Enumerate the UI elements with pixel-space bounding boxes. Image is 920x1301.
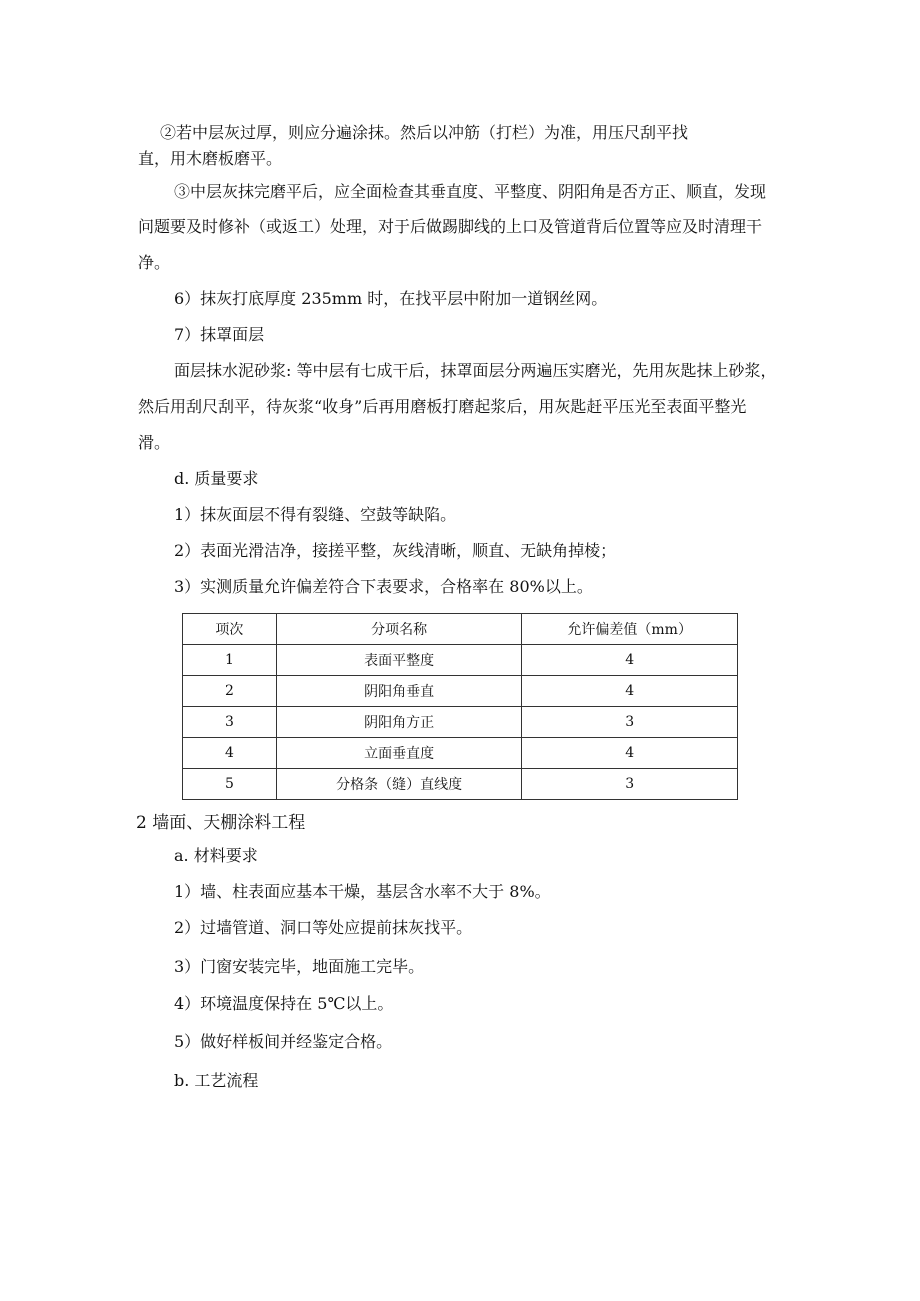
table-row [183, 707, 738, 738]
table-cell: 3 [183, 707, 277, 738]
table-header-cell: 分项名称 [276, 614, 522, 645]
list-item: 1）抹灰面层不得有裂缝、空鼓等缺陷。 [174, 505, 457, 524]
table-cell: 表面平整度 [276, 645, 522, 676]
table-cell: 1 [183, 645, 277, 676]
tolerance-table [182, 613, 738, 800]
table-cell: 4 [522, 645, 738, 676]
table-row [183, 738, 738, 769]
table-cell: 2 [183, 676, 277, 707]
list-item: 1）墙、柱表面应基本干燥，基层含水率不大于 8%。 [174, 882, 551, 901]
table-cell: 4 [522, 738, 738, 769]
paragraph-line: 面层抹水泥砂浆: 等中层有七成干后，抹罩面层分两遍压实磨光，先用灰匙抹上砂浆， [174, 361, 777, 380]
table-cell: 5 [183, 769, 277, 800]
list-item: 3）门窗安装完毕，地面施工完毕。 [174, 957, 425, 976]
table-cell: 立面垂直度 [276, 738, 522, 769]
table-cell: 阴阳角方正 [276, 707, 522, 738]
table-cell: 3 [522, 769, 738, 800]
subheading-process: b. 工艺流程 [174, 1071, 259, 1090]
paragraph-line: 净。 [138, 253, 171, 272]
list-item: 3）实测质量允许偏差符合下表要求，合格率在 80%以上。 [174, 577, 593, 596]
table-row [183, 769, 738, 800]
table-header-cell: 项次 [183, 614, 277, 645]
table-cell: 4 [522, 676, 738, 707]
table-cell: 3 [522, 707, 738, 738]
paragraph-line: ③中层灰抹完磨平后，应全面检查其垂直度、平整度、阴阳角是否方正、顺直，发现 [174, 182, 767, 201]
paragraph-line: ②若中层灰过厚，则应分遍涂抹。然后以冲筋（打栏）为准，用压尺刮平找 [160, 123, 689, 142]
paragraph-line: 问题要及时修补（或返工）处理，对于后做踢脚线的上口及管道背后位置等应及时清理干 [138, 217, 763, 236]
list-item: 4）环境温度保持在 5℃以上。 [174, 994, 394, 1013]
paragraph-line: 滑。 [138, 433, 171, 452]
paragraph-line: 直，用木磨板磨平。 [138, 149, 283, 168]
paragraph-line: 然后用刮尺刮平，待灰浆“收身”后再用磨板打磨起浆后，用灰匙赶平压光至表面平整光 [138, 397, 747, 416]
table-cell: 阴阳角垂直 [276, 676, 522, 707]
table-cell: 分格条（缝）直线度 [276, 769, 522, 800]
table-cell: 4 [183, 738, 277, 769]
table-row [183, 676, 738, 707]
table-row [183, 645, 738, 676]
list-item: 5）做好样板间并经鉴定合格。 [174, 1032, 393, 1051]
subheading-materials: a. 材料要求 [174, 846, 258, 865]
table-header-cell: 允许偏差值（mm） [522, 614, 738, 645]
subheading-quality: d. 质量要求 [174, 469, 259, 488]
list-item: 2）表面光滑洁净，接搓平整，灰线清晰，顺直、无缺角掉棱； [174, 541, 617, 560]
list-item: 2）过墙管道、洞口等处应提前抹灰找平。 [174, 918, 473, 937]
paragraph-line: 7）抹罩面层 [174, 325, 265, 344]
table-header-row [183, 614, 738, 645]
section-heading: 2 墙面、天棚涂料工程 [136, 813, 306, 833]
paragraph-line: 6）抹灰打底厚度 235mm 时，在找平层中附加一道钢丝网。 [174, 289, 608, 308]
